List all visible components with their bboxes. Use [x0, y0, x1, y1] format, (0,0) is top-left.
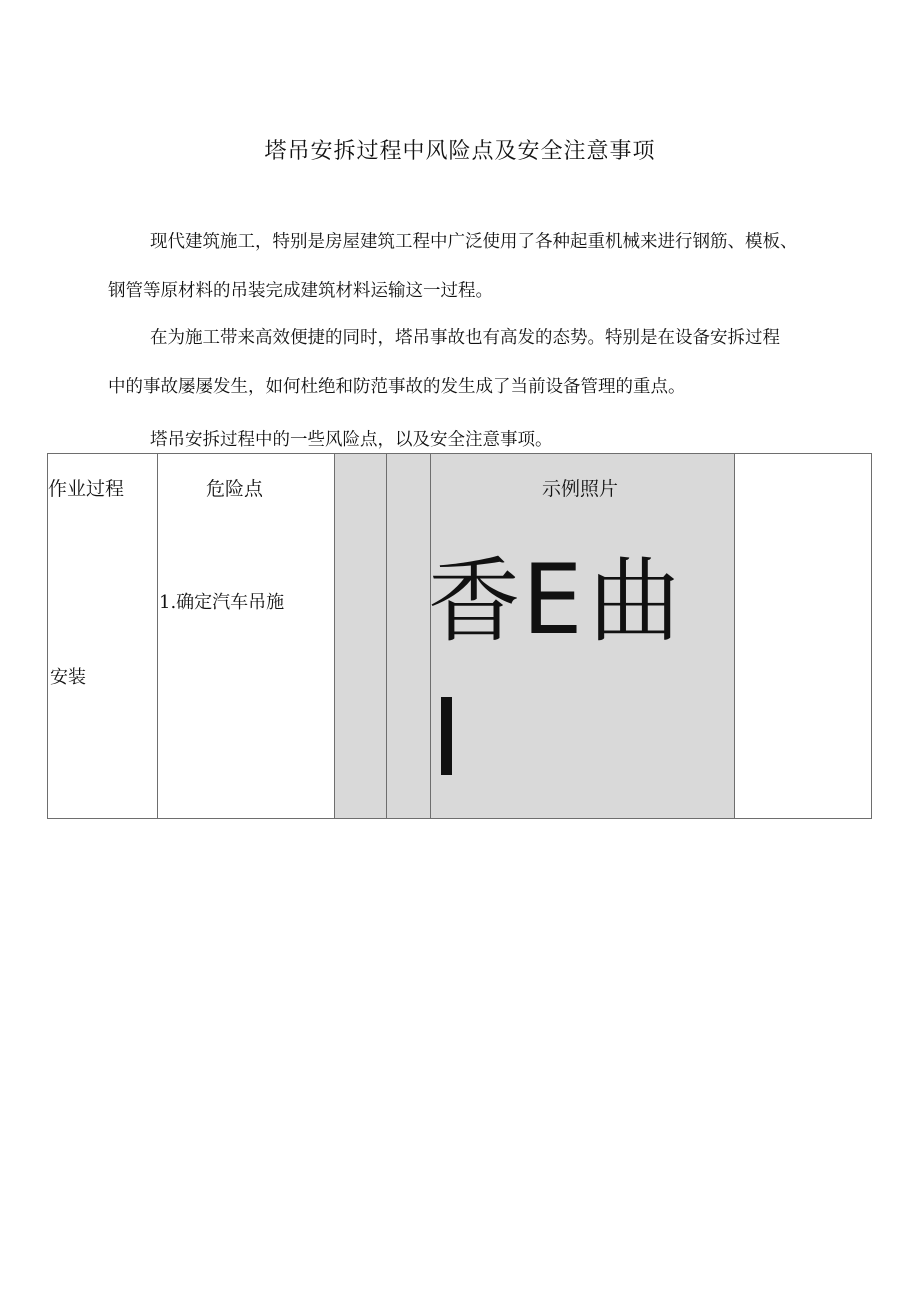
paragraph-intro [108, 218, 898, 316]
paragraph-risk-line2: 中的事故屡屡发生，如何杜绝和防范事故的发生成了当前设备管理的重点。 [108, 377, 686, 397]
header-process: 作业过程 [48, 478, 125, 500]
column-process [48, 454, 158, 818]
header-risk-label: 危险点 [206, 478, 264, 500]
photo-bar-glyph [441, 697, 452, 775]
photo-glyph-2: E [522, 544, 583, 656]
photo-placeholder-text [428, 546, 681, 656]
photo-glyph-3: 曲 [588, 548, 681, 655]
column-shaded-1 [335, 454, 387, 818]
paragraph-risk [108, 314, 898, 412]
column-risk [158, 454, 335, 818]
risk-table [47, 453, 872, 819]
paragraph-intro-line2: 钢管等原材料的吊装完成建筑材料运输这一过程。 [108, 281, 493, 301]
paragraph-intro-line1: 现代建筑施工，特别是房屋建筑工程中广泛使用了各种起重机械来进行钢筋、模板、 [150, 232, 798, 252]
header-photo: 示例照片 [542, 478, 619, 500]
column-blank [735, 454, 871, 818]
paragraph-lead-in-line1: 塔吊安拆过程中的一些风险点，以及安全注意事项。 [150, 430, 553, 450]
document-title: 塔吊安拆过程中风险点及安全注意事项 [264, 139, 656, 164]
stage-install: 安装 [50, 667, 86, 688]
photo-glyph-1: 香 [428, 548, 521, 655]
paragraph-risk-line1: 在为施工带来高效便捷的同时，塔吊事故也有高发的态势。特别是在设备安拆过程 [150, 328, 780, 348]
risk-item: 1.确定汽车吊施 [159, 592, 285, 613]
column-shaded-2 [387, 454, 431, 818]
